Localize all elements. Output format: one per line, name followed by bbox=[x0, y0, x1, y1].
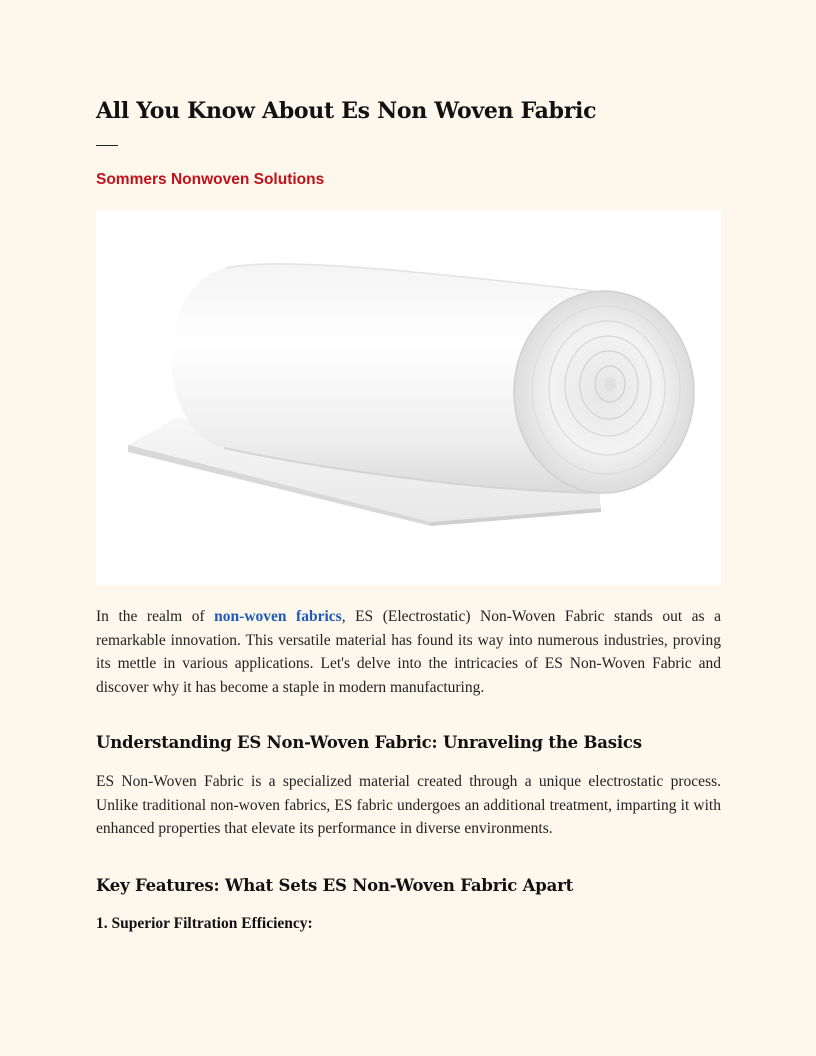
basics-paragraph: ES Non-Woven Fabric is a specialized material created through a unique electrostatic process. Unlike traditional non-woven fabrics, ES fabric undergoes an additional treatment, imparting it with enhanced properties that elevate its performance in diverse environments. bbox=[96, 773, 721, 837]
non-woven-fabrics-link[interactable]: non-woven fabrics bbox=[214, 608, 342, 625]
fabric-roll-image bbox=[96, 210, 721, 585]
intro-text-start: In the realm of bbox=[96, 608, 215, 625]
page-title: All You Know About Es Non Woven Fabric bbox=[96, 98, 597, 124]
intro-paragraph bbox=[96, 605, 721, 699]
intro-text-end: , ES (Electrostatic) Non-Woven Fabric stands out as a remarkable innovation. This versatile material has found its way into numerous industries, proving its mettle in various applications. Let's delve into the intricacies of ES Non-Woven Fabric and discover why it has become a staple in modern manufacturing. bbox=[96, 608, 721, 696]
feature-heading-filtration: 1. Superior Filtration Efficiency: bbox=[96, 915, 313, 932]
author-name: Sommers Nonwoven Solutions bbox=[96, 171, 325, 188]
title-divider bbox=[96, 145, 118, 146]
section-heading-features: Key Features: What Sets ES Non-Woven Fabric Apart bbox=[96, 876, 574, 895]
section-heading-basics: Understanding ES Non-Woven Fabric: Unraveling the Basics bbox=[96, 733, 642, 752]
